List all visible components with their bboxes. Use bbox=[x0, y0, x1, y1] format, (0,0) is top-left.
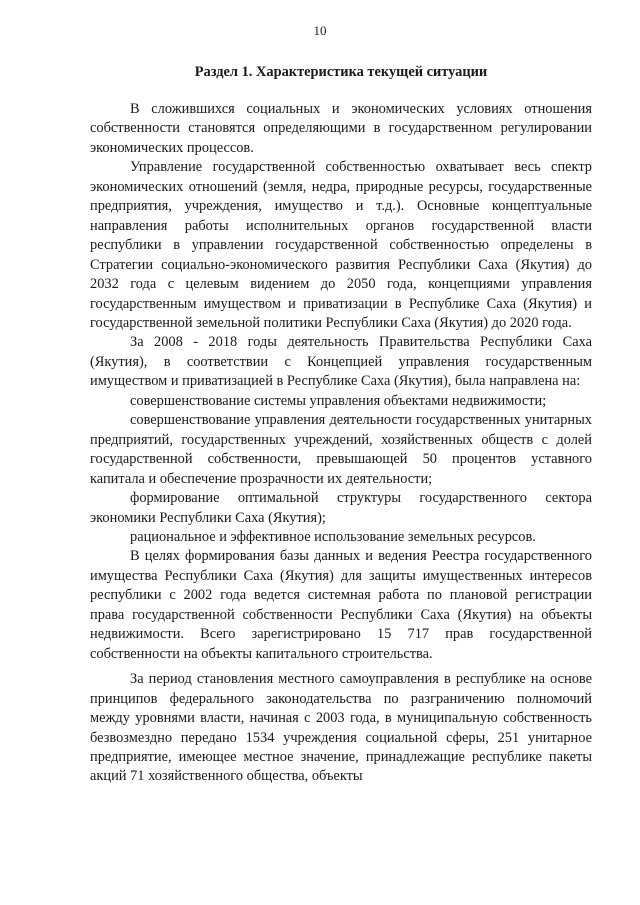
body-text bbox=[90, 100, 592, 787]
list-item: совершенствование системы управления объектами недвижимости; bbox=[130, 392, 547, 409]
paragraph: Управление государственной собственностью охватывает весь спектр экономических отношений (земля, недра, природные ресурсы, государственные предприятия, учреждения, имущество и т.д.). Основные концептуальные направления работы исполнительных органов государственной власти республики в управлении государственной собственностью определены в Стратегии социально-экономического развития Республики Саха (Якутия) до 2032 года с целевым видением до 2050 года, концепциями управления государственным имуществом и приватизации в Республике Саха (Якутия) и государственной земельной политики Республики Саха (Якутия) до 2020 года. bbox=[90, 159, 592, 331]
paragraph: За период становления местного самоуправления в республике на основе принципов федерального законодательства по разграничению полномочий между уровнями власти, начиная с 2003 года, в муниципальную собственность безвозмездно передано 1534 учреждения социальной сферы, 251 унитарное предприятие, имеющее местное значение, принадлежащие республике пакеты акций 71 хозяйственного общества, объекты bbox=[90, 671, 592, 785]
paragraph: За 2008 - 2018 годы деятельность Правительства Республики Саха (Якутия), в соответствии с Концепцией управления государственным имуществом и приватизацией в Республике Саха (Якутия), была направлена на: bbox=[90, 334, 592, 390]
list-item: совершенствование управления деятельности государственных унитарных предприятий, государственных учреждений, хозяйственных обществ с долей государственной собственности, превышающей 50 процентов уставного капитала и обеспечение прозрачности их деятельности; bbox=[90, 412, 592, 487]
paragraph: В целях формирования базы данных и ведения Реестра государственного имущества Республики Саха (Якутия) для защиты имущественных интересов республики с 2002 года ведется системная работа по плановой регистрации права государственной собственности Республики Саха (Якутия) на объекты недвижимости. Всего зарегистрировано 15 717 прав государственной собственности на объекты капитального строительства. bbox=[90, 548, 592, 662]
list-item: формирование оптимальной структуры государственного сектора экономики Республики Саха (Якутия); bbox=[90, 490, 592, 526]
list-item: рациональное и эффективное использование земельных ресурсов. bbox=[130, 528, 536, 545]
page-number: 10 bbox=[313, 23, 327, 38]
section-title: Раздел 1. Характеристика текущей ситуации bbox=[194, 64, 488, 80]
paragraph: В сложившихся социальных и экономических условиях отношения собственности становятся определяющими в государственном регулировании экономических процессов. bbox=[90, 101, 592, 156]
